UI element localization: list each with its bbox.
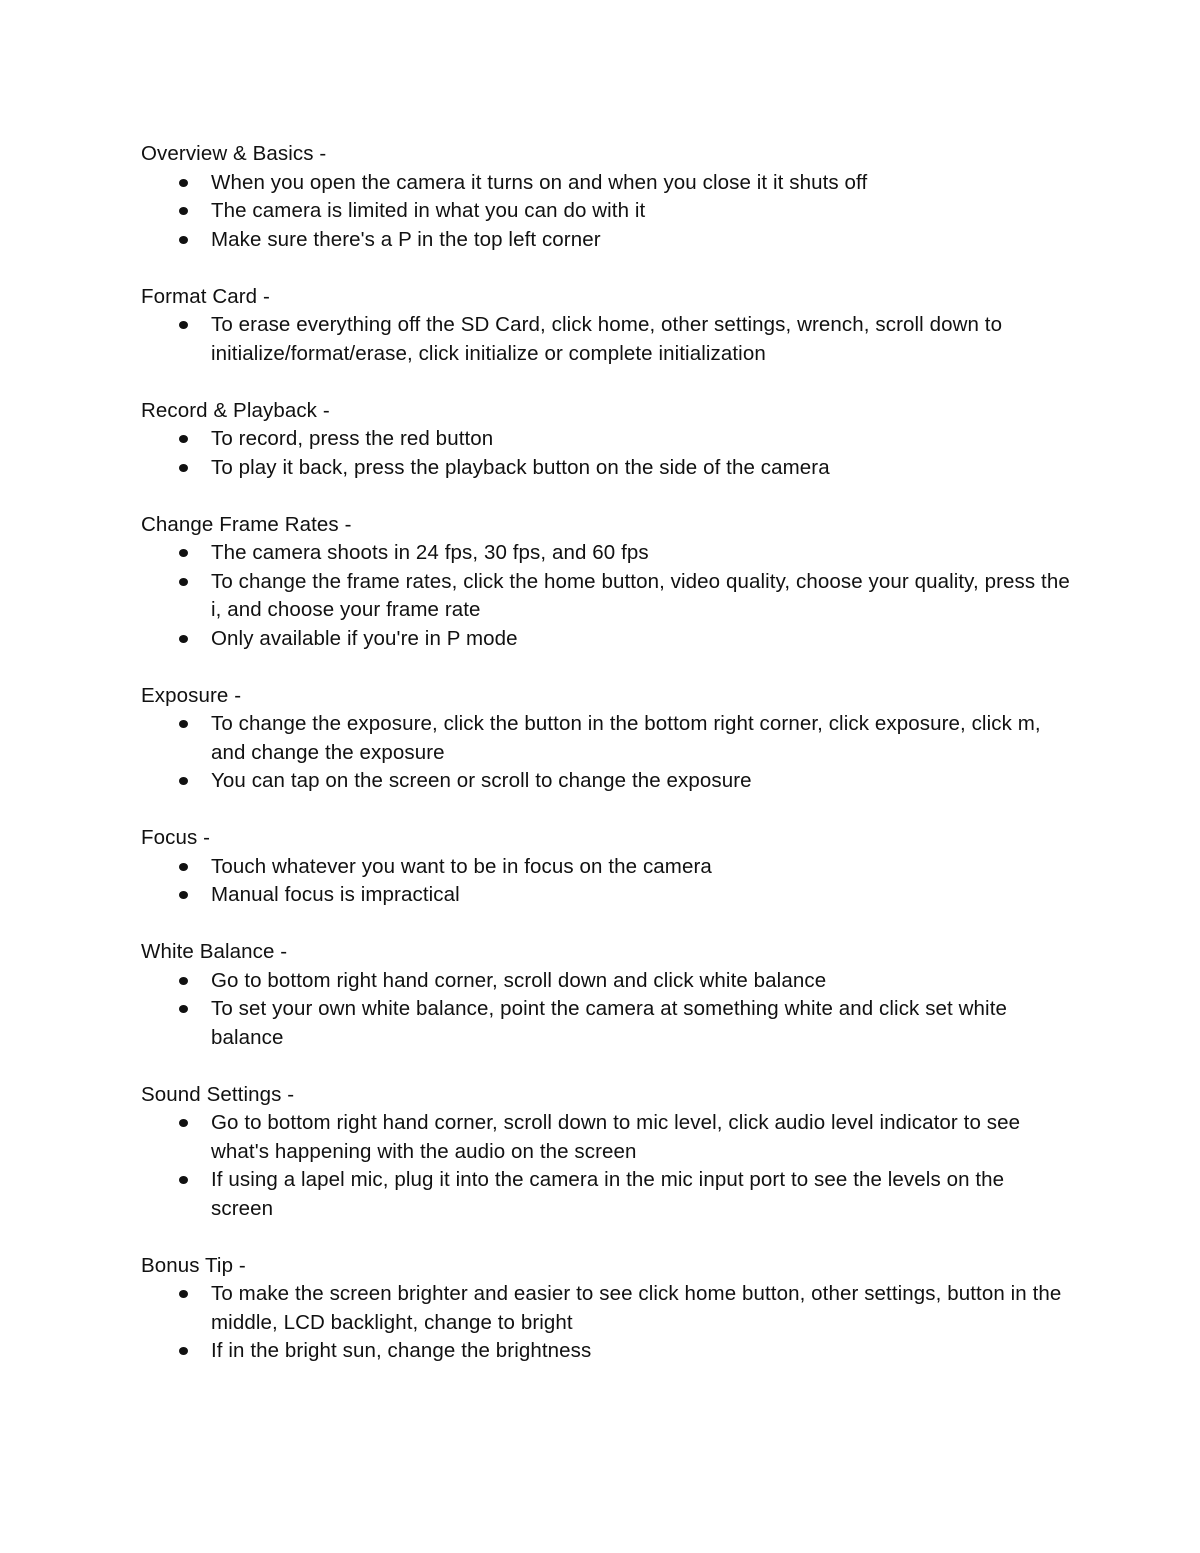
list-item-text: To erase everything off the SD Card, click home, other settings, wrench, scroll down to initialize/format/erase, click initialize or complete initialization <box>211 313 1003 365</box>
list-item <box>141 454 1071 483</box>
bullet-icon <box>179 863 188 871</box>
bullet-icon <box>179 977 188 985</box>
section-format-card <box>141 283 1071 369</box>
section-heading: Focus - <box>141 826 211 849</box>
bullet-icon <box>179 578 188 586</box>
section-heading: Exposure - <box>141 683 242 707</box>
list-item <box>141 710 1071 767</box>
section-overview-basics <box>141 140 1071 254</box>
list-item <box>141 881 1071 910</box>
bullet-list <box>141 967 1071 1053</box>
list-item-text: The camera shoots in 24 fps, 30 fps, and 60 fps <box>211 541 649 564</box>
bullet-list <box>141 1280 1071 1366</box>
bullet-icon <box>179 635 188 643</box>
list-item <box>141 1280 1071 1337</box>
list-item-text: Go to bottom right hand corner, scroll down to mic level, click audio level indicator to see what's happening with the audio on the screen <box>211 1111 1021 1163</box>
list-item-text: When you open the camera it turns on and when you close it it shuts off <box>211 170 868 194</box>
list-item <box>141 425 1071 454</box>
list-item <box>141 1337 1071 1366</box>
bullet-icon <box>179 1176 188 1184</box>
section-heading: White Balance - <box>141 940 288 963</box>
section-sound-settings <box>141 1081 1071 1224</box>
bullet-icon <box>179 549 188 557</box>
bullet-icon <box>179 236 188 244</box>
section-heading: Bonus Tip - <box>141 1253 246 1277</box>
section-exposure <box>141 682 1071 796</box>
bullet-list <box>141 710 1071 796</box>
bullet-icon <box>179 1347 188 1355</box>
bullet-list <box>141 425 1071 482</box>
list-item-text: To record, press the red button <box>211 427 494 450</box>
list-item-text: Go to bottom right hand corner, scroll down and click white balance <box>211 968 827 992</box>
bullet-icon <box>179 891 188 899</box>
list-item-text: You can tap on the screen or scroll to change the exposure <box>211 769 752 792</box>
list-item <box>141 625 1071 654</box>
list-item <box>141 568 1071 625</box>
bullet-list <box>141 1109 1071 1223</box>
list-item-text: Make sure there's a P in the top left corner <box>211 227 601 251</box>
bullet-list <box>141 311 1071 368</box>
section-heading: Overview & Basics - <box>141 142 327 165</box>
section-record-playback <box>141 397 1071 483</box>
list-item-text: To change the exposure, click the button in the bottom right corner, click exposure, click m, and change the exposure <box>211 712 1041 764</box>
bullet-list <box>141 169 1071 255</box>
list-item-text: To set your own white balance, point the camera at something white and click set white balance <box>211 997 1007 1049</box>
list-item-text: Only available if you're in P mode <box>211 626 518 650</box>
bullet-icon <box>179 1119 188 1127</box>
list-item <box>141 539 1071 568</box>
list-item-text: If using a lapel mic, plug it into the camera in the mic input port to see the levels on the screen <box>211 1168 1005 1220</box>
list-item-text: Manual focus is impractical <box>211 883 460 906</box>
bullet-list <box>141 539 1071 653</box>
bullet-icon <box>179 179 188 187</box>
section-heading: Change Frame Rates - <box>141 512 352 536</box>
list-item-text: To make the screen brighter and easier to see click home button, other settings, button in the middle, LCD backlight, change to bright <box>211 1282 1062 1334</box>
bullet-icon <box>179 777 188 785</box>
list-item-text: Touch whatever you want to be in focus on the camera <box>211 854 712 878</box>
bullet-icon <box>179 207 188 215</box>
list-item <box>141 1166 1071 1223</box>
section-change-frame-rates <box>141 511 1071 654</box>
bullet-icon <box>179 464 188 472</box>
list-item <box>141 311 1071 368</box>
bullet-icon <box>179 435 188 443</box>
list-item <box>141 197 1071 226</box>
section-bonus-tip <box>141 1252 1071 1366</box>
list-item-text: If in the bright sun, change the brightness <box>211 1339 592 1362</box>
section-heading: Record & Playback - <box>141 398 330 422</box>
bullet-icon <box>179 720 188 728</box>
list-item <box>141 1109 1071 1166</box>
bullet-icon <box>179 1005 188 1013</box>
list-item-text: To change the frame rates, click the home button, video quality, choose your quality, press the i, and choose your frame rate <box>211 569 1070 621</box>
bullet-icon <box>179 1290 188 1298</box>
list-item <box>141 226 1071 255</box>
bullet-list <box>141 853 1071 910</box>
document-body <box>141 140 1071 1394</box>
list-item-text: To play it back, press the playback button on the side of the camera <box>211 455 830 479</box>
list-item <box>141 767 1071 796</box>
list-item-text: The camera is limited in what you can do with it <box>211 199 646 222</box>
bullet-icon <box>179 321 188 329</box>
list-item <box>141 995 1071 1052</box>
section-white-balance <box>141 938 1071 1052</box>
section-focus <box>141 824 1071 910</box>
list-item <box>141 967 1071 996</box>
list-item <box>141 169 1071 198</box>
list-item <box>141 853 1071 882</box>
section-heading: Sound Settings - <box>141 1082 295 1106</box>
section-heading: Format Card - <box>141 284 270 308</box>
